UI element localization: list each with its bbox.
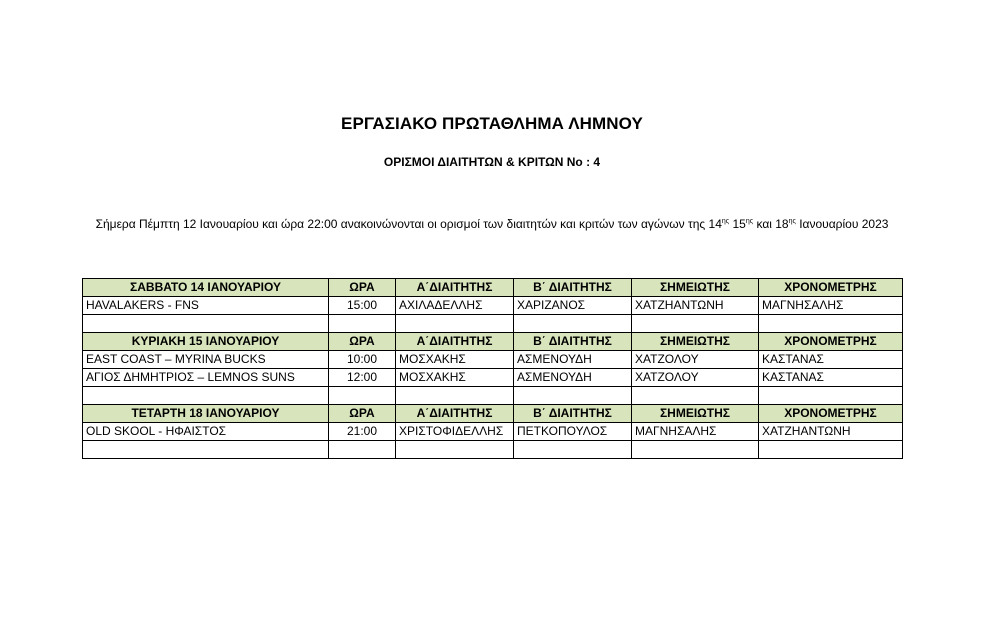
announcement-text	[0, 217, 984, 231]
referee-a-header-cell: Α΄ΔΙΑΙΤΗΤΗΣ	[396, 279, 514, 297]
referee-a-header-cell: Α΄ΔΙΑΙΤΗΤΗΣ	[396, 333, 514, 351]
scorer-cell: ΧΑΤΖΟΛΟΥ	[632, 369, 759, 387]
timekeeper-cell: ΚΑΣΤΑΝΑΣ	[759, 369, 903, 387]
day-header-row	[83, 405, 903, 423]
table-row	[83, 297, 903, 315]
scorer-cell: ΧΑΤΖΗΑΝΤΩΝΗ	[632, 297, 759, 315]
empty-row	[83, 387, 903, 405]
referee-a-header-cell: Α΄ΔΙΑΙΤΗΤΗΣ	[396, 405, 514, 423]
table-row	[83, 351, 903, 369]
referee-a-cell: ΜΟΣΧΑΚΗΣ	[396, 369, 514, 387]
timekeeper-header-cell: ΧΡΟΝΟΜΕΤΡΗΣ	[759, 279, 903, 297]
referee-b-cell: ΠΕΤΚΟΠΟΥΛΟΣ	[514, 423, 632, 441]
timekeeper-cell: ΚΑΣΤΑΝΑΣ	[759, 351, 903, 369]
scorer-header-cell: ΣΗΜΕΙΩΤΗΣ	[632, 333, 759, 351]
day-header-cell: ΚΥΡΙΑΚΗ 15 ΙΑΝΟΥΑΡΙΟΥ	[83, 333, 329, 351]
scorer-cell: ΜΑΓΝΗΣΑΛΗΣ	[632, 423, 759, 441]
time-header-cell: ΩΡΑ	[329, 333, 396, 351]
timekeeper-header-cell: ΧΡΟΝΟΜΕΤΡΗΣ	[759, 333, 903, 351]
referee-b-header-cell: Β΄ ΔΙΑΙΤΗΤΗΣ	[514, 405, 632, 423]
day-header-row	[83, 279, 903, 297]
match-cell: EAST COAST – MYRINA BUCKS	[83, 351, 329, 369]
day-header-cell: ΤΕΤΑΡΤΗ 18 ΙΑΝΟΥΑΡΙΟΥ	[83, 405, 329, 423]
empty-row	[83, 441, 903, 459]
timekeeper-cell: ΧΑΤΖΗΑΝΤΩΝΗ	[759, 423, 903, 441]
time-cell: 12:00	[329, 369, 396, 387]
referee-a-cell: ΧΡΙΣΤΟΦΙΔΕΛΛΗΣ	[396, 423, 514, 441]
time-header-cell: ΩΡΑ	[329, 279, 396, 297]
referee-b-cell: ΑΣΜΕΝΟΥΔΗ	[514, 351, 632, 369]
referee-b-cell: ΧΑΡΙΖΑΝΟΣ	[514, 297, 632, 315]
ordinal-suffix: ης	[788, 218, 796, 225]
table-row	[83, 423, 903, 441]
timekeeper-cell: ΜΑΓΝΗΣΑΛΗΣ	[759, 297, 903, 315]
document-title: ΕΡΓΑΣΙΑΚΟ ΠΡΩΤΑΘΛΗΜΑ ΛΗΜΝΟΥ	[341, 114, 643, 133]
referee-b-cell: ΑΣΜΕΝΟΥΔΗ	[514, 369, 632, 387]
timekeeper-header-cell: ΧΡΟΝΟΜΕΤΡΗΣ	[759, 405, 903, 423]
announcement-main: Σήμερα Πέμπτη 12 Ιανουαρίου και ώρα 22:00 ανακοινώνονται οι ορισμοί των διαιτητών και κριτών των αγώνων της 14	[95, 217, 722, 231]
scorer-header-cell: ΣΗΜΕΙΩΤΗΣ	[632, 279, 759, 297]
referee-assignments-table	[82, 278, 903, 459]
document-subtitle: ΟΡΙΣΜΟΙ ΔΙΑΙΤΗΤΩΝ & ΚΡΙΤΩΝ Νο : 4	[383, 155, 601, 169]
announcement-day-18: και 18	[753, 217, 789, 231]
referee-b-header-cell: Β΄ ΔΙΑΙΤΗΤΗΣ	[514, 279, 632, 297]
match-cell: ΑΓΙΟΣ ΔΗΜΗΤΡΙΟΣ – LEMNOS SUNS	[83, 369, 329, 387]
time-cell: 21:00	[329, 423, 396, 441]
day-header-row	[83, 333, 903, 351]
ordinal-suffix: ης	[745, 218, 754, 225]
referee-a-cell: ΑΧΙΛΑΔΕΛΛΗΣ	[396, 297, 514, 315]
time-cell: 15:00	[329, 297, 396, 315]
day-header-cell: ΣΑΒΒΑΤΟ 14 ΙΑΝΟΥΑΡΙΟΥ	[83, 279, 329, 297]
empty-row	[83, 315, 903, 333]
referee-a-cell: ΜΟΣΧΑΚΗΣ	[396, 351, 514, 369]
scorer-cell: ΧΑΤΖΟΛΟΥ	[632, 351, 759, 369]
announcement-end: Ιανουαρίου 2023	[795, 217, 889, 231]
referee-b-header-cell: Β΄ ΔΙΑΙΤΗΤΗΣ	[514, 333, 632, 351]
match-cell: OLD SKOOL - ΗΦΑΙΣΤΟΣ	[83, 423, 329, 441]
time-cell: 10:00	[329, 351, 396, 369]
table-row	[83, 369, 903, 387]
time-header-cell: ΩΡΑ	[329, 405, 396, 423]
match-cell: HAVALAKERS - FNS	[83, 297, 329, 315]
announcement-day-15: 15	[729, 217, 746, 231]
scorer-header-cell: ΣΗΜΕΙΩΤΗΣ	[632, 405, 759, 423]
ordinal-suffix: ης	[721, 218, 730, 225]
